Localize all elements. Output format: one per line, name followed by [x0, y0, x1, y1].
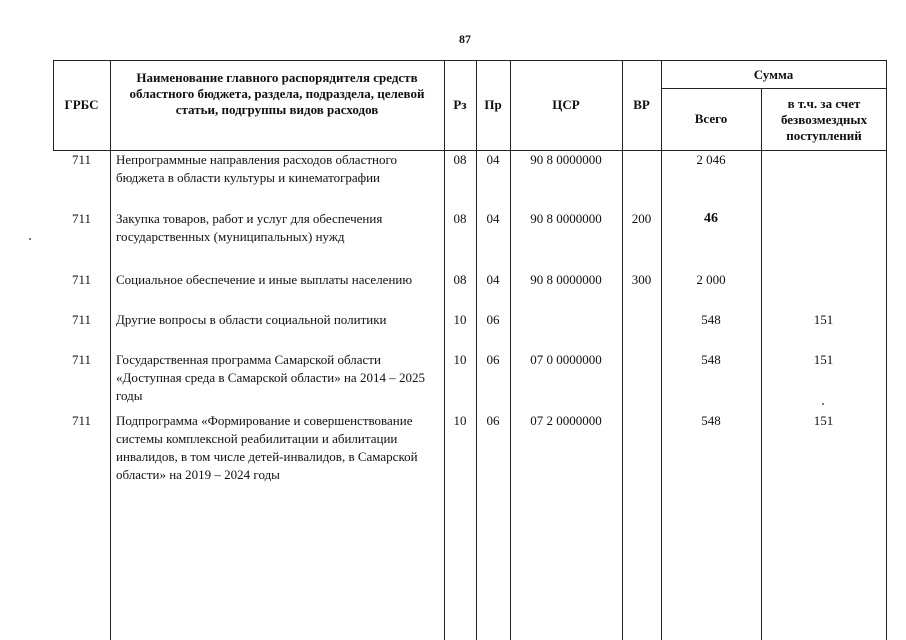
col-border-8: [886, 60, 887, 640]
row-vr: 300: [631, 272, 652, 287]
row-incl: 151: [813, 352, 834, 367]
scan-speck: [822, 403, 824, 405]
row-name: Другие вопросы в области социальной политики: [116, 312, 387, 327]
col-border-1: [110, 60, 111, 640]
row-grbs: 711: [71, 352, 92, 367]
row-grbs: 711: [71, 413, 92, 428]
row-total: 548: [701, 312, 721, 327]
row-grbs: 711: [71, 272, 92, 287]
row-pr: 04: [486, 152, 500, 167]
col-border-2: [444, 60, 445, 640]
header-incl: в т.ч. за счет безвозмездных поступлений: [780, 96, 868, 143]
sum-group-divider: [661, 88, 887, 89]
header-pr: Пр: [484, 97, 502, 112]
row-total: 2 000: [696, 272, 726, 287]
header-grbs: ГРБС: [64, 97, 99, 112]
row-name: Подпрограмма «Формирование и совершенствование системы комплексной реабилитации и абилитации инвалидов, в том числе детей-инвалидов, в Самарской области» на 2019 – 2024 годы: [116, 413, 418, 482]
header-total: Всего: [694, 111, 728, 126]
header-sum: Сумма: [753, 67, 794, 82]
row-grbs: 711: [71, 152, 92, 167]
row-pr: 06: [486, 413, 500, 428]
row-name: Непрограммные направления расходов областного бюджета в области культуры и кинематографии: [116, 152, 397, 185]
page-number: 87: [459, 32, 471, 46]
row-csr: 07 2 0000000: [530, 413, 602, 428]
row-pr: 04: [486, 211, 500, 226]
row-grbs: 711: [71, 211, 92, 226]
row-pr: 06: [486, 312, 500, 327]
row-rz: 10: [453, 413, 467, 428]
col-border-6: [661, 60, 662, 640]
row-pr: 04: [486, 272, 500, 287]
header-csr: ЦСР: [552, 97, 580, 112]
row-total: 548: [701, 413, 721, 428]
header-rz: Рз: [453, 97, 467, 112]
row-total: 548: [701, 352, 721, 367]
row-incl: 151: [813, 413, 834, 428]
row-total: 46: [704, 211, 718, 226]
row-vr: 200: [631, 211, 652, 226]
col-border-4: [510, 60, 511, 640]
header-vr: ВР: [633, 97, 650, 112]
table-top-border: [53, 60, 887, 61]
row-rz: 08: [453, 211, 467, 226]
row-name: Государственная программа Самарской области «Доступная среда в Самарской области» на 2014 – 2025 годы: [116, 352, 425, 403]
row-pr: 06: [486, 352, 500, 367]
row-rz: 10: [453, 352, 467, 367]
col-border-3: [476, 60, 477, 640]
row-rz: 10: [453, 312, 467, 327]
row-csr: 90 8 0000000: [530, 152, 602, 167]
row-csr: 90 8 0000000: [530, 272, 602, 287]
row-rz: 08: [453, 152, 467, 167]
row-total: 2 046: [696, 152, 726, 167]
scan-speck: [29, 238, 31, 240]
row-name: Социальное обеспечение и иные выплаты населению: [116, 272, 413, 287]
row-incl: 151: [813, 312, 834, 327]
row-csr: 90 8 0000000: [530, 211, 602, 226]
row-name: Закупка товаров, работ и услуг для обеспечения государственных (муниципальных) нужд: [116, 211, 383, 244]
col-border-5: [622, 60, 623, 640]
row-grbs: 711: [71, 312, 92, 327]
row-csr: 07 0 0000000: [530, 352, 602, 367]
row-rz: 08: [453, 272, 467, 287]
header-name: Наименование главного распорядителя средств областного бюджета, раздела, подраздела, целевой статьи, подгруппы видов расходов: [129, 70, 425, 117]
